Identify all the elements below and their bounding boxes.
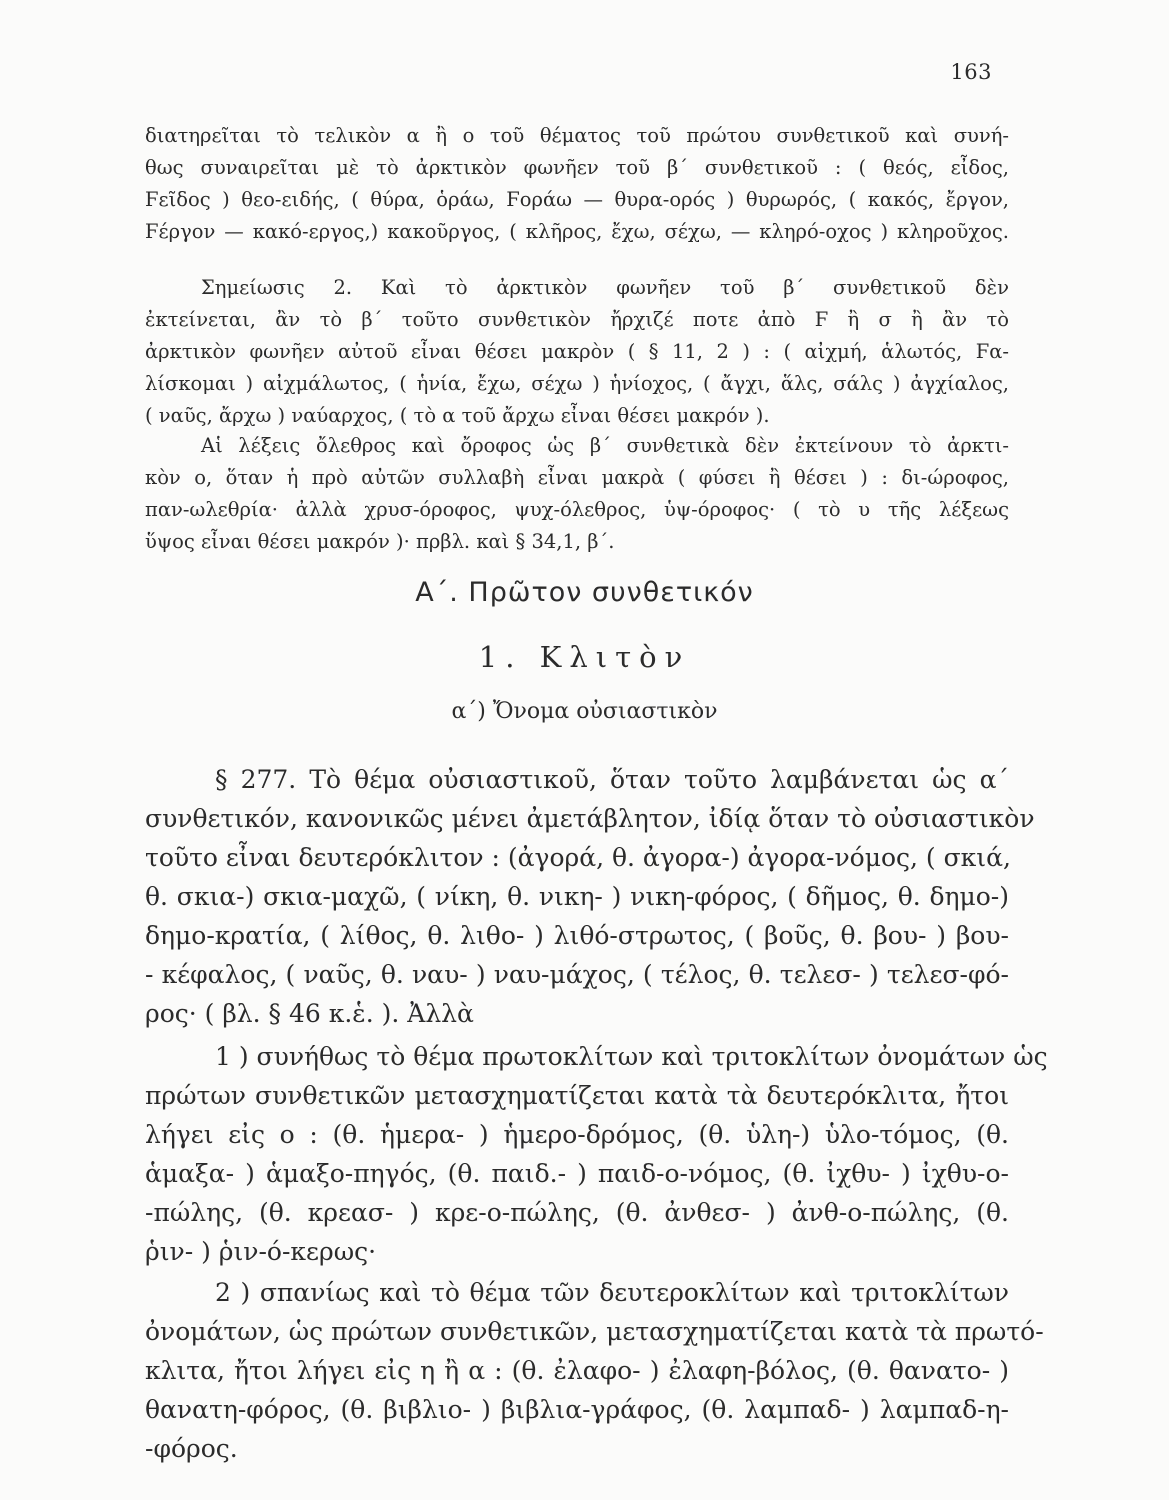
text-line: κλιτα, ἤτοι λήγει εἰς η ἢ α : (θ. ἐλαφο- ) ἐλαφη-βόλος, (θ. θανατο- ) xyxy=(145,1356,1009,1385)
paragraph-rule-2 xyxy=(145,1273,1044,1468)
chapter-heading: 1. Κλιτὸν xyxy=(478,640,691,674)
text-line: - κέφαλος, ( ναῦς, θ. ναυ- ) ναυ-μάχος, ( τέλος, θ. τελεσ- ) τελεσ-φό- xyxy=(145,960,1009,989)
text-line: ὕψος εἶναι θέσει μακρόν )· πρβλ. καὶ § 34,1, β΄. xyxy=(145,530,615,553)
paragraph-rule-1 xyxy=(145,1037,1048,1271)
text-line: ( ναῦς, ἄρχω ) ναύαρχος, ( τὸ α τοῦ ἄρχω εἶναι θέσει μακρόν ). xyxy=(145,404,770,427)
text-line: 2 ) σπανίως καὶ τὸ θέμα τῶν δευτεροκλίτων καὶ τριτοκλίτων xyxy=(215,1278,1009,1307)
text-line: κὸν ο, ὅταν ἡ πρὸ αὐτῶν συλλαβὴ εἶναι μακρὰ ( φύσει ἢ θέσει ) : δι-ώροφος, xyxy=(145,466,1009,489)
paragraph-277 xyxy=(145,760,1035,1033)
text-line: Ϝέργον — κακό-εργος,) κακοῦργος, ( κλῆρος, ἔχω, σέχω, — κληρό-οχος ) κληροῦχος. xyxy=(145,220,1009,243)
text-line: τοῦτο εἶναι δευτερόκλιτον : (ἀγορά, θ. ἀγορα-) ἀγορα-νόμος, ( σκιά, xyxy=(145,843,1011,872)
text-line: -πώλης, (θ. κρεασ- ) κρε-ο-πώλης, (θ. ἀνθεσ- ) ἀνθ-ο-πώλης, (θ. xyxy=(145,1198,1009,1227)
text-line: ἐκτείνεται, ἂν τὸ β΄ τοῦτο συνθετικὸν ἤρχιζέ ποτε ἀπὸ Ϝ ἢ σ ἢ ἂν τὸ xyxy=(145,308,1009,331)
text-line: λίσκομαι ) αἰχμάλωτος, ( ἡνία, ἔχω, σέχω ) ἡνίοχος, ( ἄγχι, ἅλς, σάλς ) ἀγχίαλος, xyxy=(145,372,1009,395)
page-number: 163 xyxy=(950,60,992,84)
text-line: παν-ωλεθρία· ἀλλὰ χρυσ-όροφος, ψυχ-όλεθρος, ὑψ-όροφος· ( τὸ υ τῆς λέξεως xyxy=(145,498,1009,521)
text-line: Ϝεῖδος ) θεο-ειδής, ( θύρα, ὁράω, Ϝοράω — θυρα-ορός ) θυρωρός, ( κακός, ἔργον, xyxy=(145,188,1009,211)
text-line: Σημείωσις 2. Καὶ τὸ ἀρκτικὸν φωνῆεν τοῦ β΄ συνθετικοῦ δὲν xyxy=(201,276,1009,299)
text-line: θως συναιρεῖται μὲ τὸ ἀρκτικὸν φωνῆεν τοῦ β΄ συνθετικοῦ : ( θεός, εἶδος, xyxy=(145,156,1009,179)
text-line: διατηρεῖται τὸ τελικὸν α ἢ ο τοῦ θέματος τοῦ πρώτου συνθετικοῦ καὶ συνή- xyxy=(145,124,1009,147)
text-line: -φόρος. xyxy=(145,1434,238,1463)
text-line: λήγει εἰς ο : (θ. ἡμερα- ) ἡμερο-δρόμος, (θ. ὑλη-) ὑλο-τόμος, (θ. xyxy=(145,1120,1009,1149)
paragraph-olethros xyxy=(145,430,1009,558)
text-line: θανατη-φόρος, (θ. βιβλιο- ) βιβλια-γράφος, (θ. λαμπαδ- ) λαμπαδ-η- xyxy=(145,1395,1009,1424)
text-line: ρος· ( βλ. § 46 κ.ἑ. ). Ἀλλὰ xyxy=(145,999,474,1028)
text-line: ῥιν- ) ῥιν-ό-κερως· xyxy=(145,1237,377,1266)
paragraph-note-2 xyxy=(145,272,1009,432)
part-heading: Α΄. Πρῶτον συνθετικόν xyxy=(415,577,754,608)
paragraph-contraction xyxy=(145,120,1009,248)
text-line: θ. σκια-) σκια-μαχῶ, ( νίκη, θ. νικη- ) νικη-φόρος, ( δῆμος, θ. δημο-) xyxy=(145,882,1009,911)
text-line: ἁμαξα- ) ἁμαξο-πηγός, (θ. παιδ.- ) παιδ-ο-νόμος, (θ. ἰχθυ- ) ἰχθυ-ο- xyxy=(145,1159,1009,1188)
text-line: πρώτων συνθετικῶν μετασχηματίζεται κατὰ τὰ δευτερόκλιτα, ἤτοι xyxy=(145,1081,1009,1110)
text-line: ἀρκτικὸν φωνῆεν αὐτοῦ εἶναι θέσει μακρὸν ( § 11, 2 ) : ( αἰχμή, ἁλωτός, Ϝα- xyxy=(145,340,1009,363)
text-line: δημο-κρατία, ( λίθος, θ. λιθο- ) λιθό-στρωτος, ( βοῦς, θ. βου- ) βου- xyxy=(145,921,1009,950)
text-line: Αἱ λέξεις ὄλεθρος καὶ ὄροφος ὡς β΄ συνθετικὰ δὲν ἐκτείνουν τὸ ἀρκτι- xyxy=(201,434,1009,457)
text-line: συνθετικόν, κανονικῶς μένει ἀμετάβλητον, ἰδίᾳ ὅταν τὸ οὐσιαστικὸν xyxy=(145,804,1035,833)
text-line: § 277. Τὸ θέμα οὐσιαστικοῦ, ὅταν τοῦτο λαμβάνεται ὡς α΄ xyxy=(215,765,1009,794)
text-line: 1 ) συνήθως τὸ θέμα πρωτοκλίτων καὶ τριτοκλίτων ὀνομάτων ὡς xyxy=(215,1042,1048,1071)
text-line: ὀνομάτων, ὡς πρώτων συνθετικῶν, μετασχηματίζεται κατὰ τὰ πρωτό- xyxy=(145,1317,1044,1346)
subsection-heading: α΄) Ὄνομα οὐσιαστικὸν xyxy=(451,699,718,724)
